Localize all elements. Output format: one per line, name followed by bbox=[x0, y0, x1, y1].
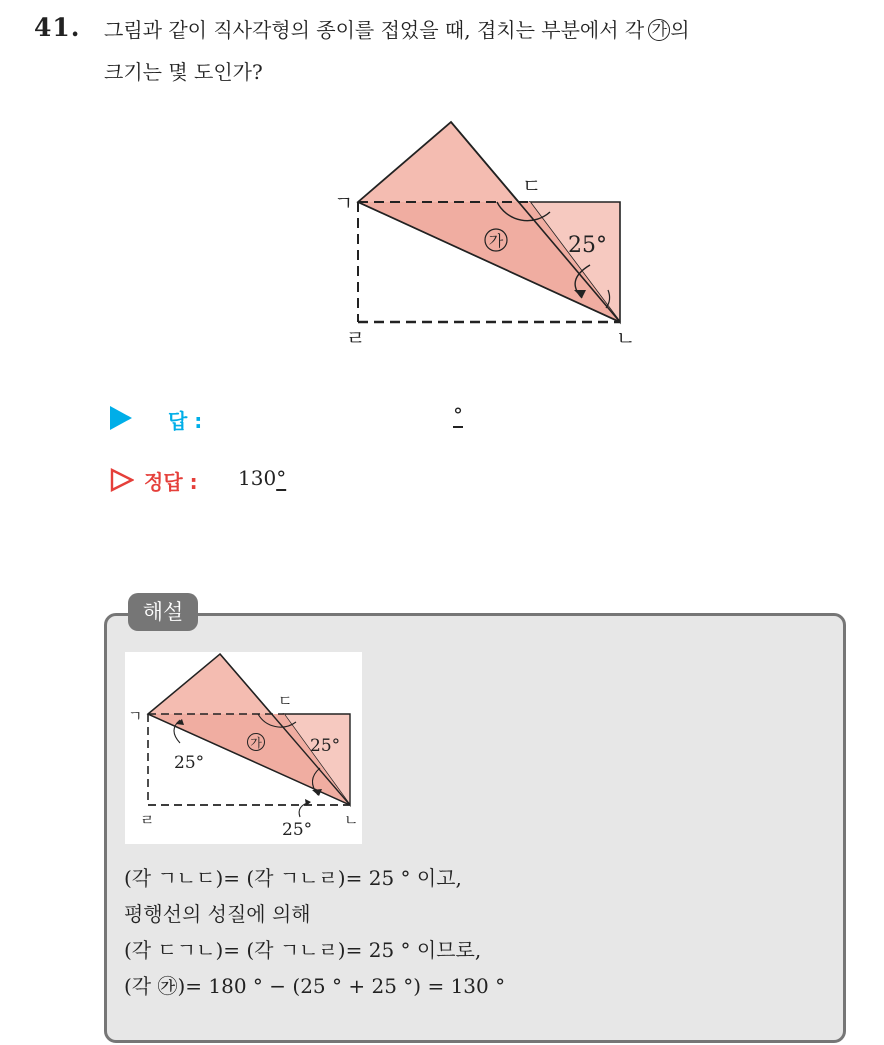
solution-line-2: 평행선의 성질에 의해 bbox=[124, 902, 311, 926]
question-text-line2: 크기는 몇 도인가? bbox=[104, 60, 263, 84]
sol-angle-marker: 가 bbox=[250, 736, 262, 750]
angle-marker-icon: 가 bbox=[648, 19, 670, 41]
solution-title: 해설 bbox=[128, 593, 198, 631]
sol-angle-a: 25° bbox=[174, 753, 205, 773]
sol-angle-c: 25° bbox=[282, 820, 313, 840]
correct-answer-value: 130° bbox=[238, 466, 287, 490]
question-text-end: 의 bbox=[670, 18, 690, 42]
sol-angle-b: 25° bbox=[310, 736, 341, 756]
vertex-label-top-left: ㄱ bbox=[334, 191, 354, 215]
figure-angle-value: 25° bbox=[568, 233, 607, 258]
solution-line-4: (각 ㉮)= 180 ° − (25 ° + 25 °) = 130 ° bbox=[124, 974, 506, 998]
sol-label-bottom-right: ㄴ bbox=[344, 811, 359, 829]
correct-answer-label: 정답 : bbox=[144, 470, 198, 494]
correct-answer-unit: ° bbox=[276, 466, 287, 490]
vertex-label-bottom-left: ㄹ bbox=[346, 326, 366, 350]
solution-line-3: (각 ㄷㄱㄴ)= (각 ㄱㄴㄹ)= 25 ° 이므로, bbox=[124, 938, 482, 962]
solution-line-1: (각 ㄱㄴㄷ)= (각 ㄱㄴㄹ)= 25 ° 이고, bbox=[124, 866, 462, 890]
question-number: 41. bbox=[34, 13, 81, 42]
answer-unit-blank[interactable]: ° bbox=[453, 403, 463, 427]
sol-label-top-left: ㄱ bbox=[128, 707, 143, 725]
sol-label-bottom-left: ㄹ bbox=[140, 811, 155, 829]
question-text: 그림과 같이 직사각형의 종이를 접었을 때, 겹치는 부분에서 각 bbox=[104, 18, 645, 42]
vertex-label-bottom-right: ㄴ bbox=[616, 326, 636, 350]
answer-label: 답 : bbox=[168, 409, 203, 433]
figure-angle-marker: 가 bbox=[488, 232, 504, 250]
vertex-label-top-mid: ㄷ bbox=[522, 174, 542, 198]
sol-label-top-mid: ㄷ bbox=[278, 692, 293, 710]
